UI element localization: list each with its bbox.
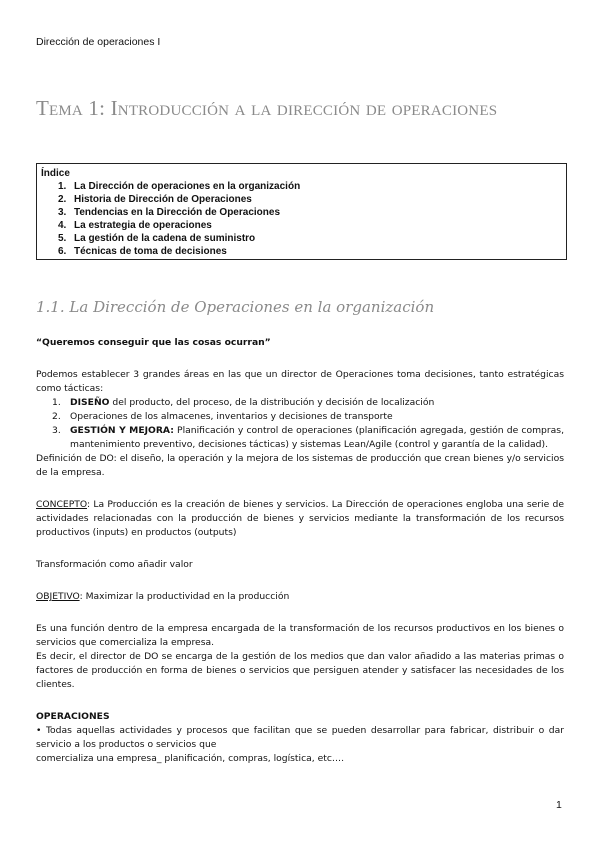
index-item-number: 4. xyxy=(58,220,67,231)
concepto-label: CONCEPTO xyxy=(36,499,87,510)
index-item-label: Historia de Dirección de Operaciones xyxy=(74,194,252,205)
index-item-number: 3. xyxy=(58,207,67,218)
list-item xyxy=(52,396,564,410)
section-title: 1.1. La Dirección de Operaciones en la organización xyxy=(36,298,435,316)
quote: “Queremos conseguir que las cosas ocurran” xyxy=(36,337,271,348)
operaciones-bullet: • Todas aquellas actividades y procesos que facilitan que se pueden desarrollar para fabricar, distribuir o dar servicio a los productos o servicios que xyxy=(36,725,564,750)
index-item xyxy=(58,219,562,232)
list-item-label: DISEÑO xyxy=(70,397,110,408)
list-item-number: 3. xyxy=(52,425,61,436)
index-item-number: 1. xyxy=(58,181,67,192)
objetivo-label: OBJETIVO xyxy=(36,591,80,602)
page-header: Dirección de operaciones I xyxy=(36,36,161,48)
transformation-paragraph: Transformación como añadir valor xyxy=(36,559,193,570)
index-item-label: Técnicas de toma de decisiones xyxy=(74,246,227,257)
list-item-number: 1. xyxy=(52,397,61,408)
index-heading: Índice xyxy=(41,168,70,179)
list-item xyxy=(52,424,564,452)
definition-paragraph: Definición de DO: el diseño, la operación y la mejora de los sistemas de producción que crean bienes y/o servicios de la empresa. xyxy=(36,453,564,478)
index-list xyxy=(58,180,562,258)
es-decir-paragraph: Es decir, el director de DO se encarga de la gestión de los medios que dan valor añadido a las materias primas o factores de producción en forma de bienes o servicios que persiguen atender y satisfacer las necesidades de los clientes. xyxy=(36,651,564,690)
index-item xyxy=(58,180,562,193)
page-number: 1 xyxy=(556,799,562,811)
index-item-label: La gestión de la cadena de suministro xyxy=(74,233,256,244)
concepto-paragraph xyxy=(36,498,564,540)
index-item-number: 6. xyxy=(58,246,67,257)
index-box xyxy=(36,163,567,260)
index-item-label: La estrategia de operaciones xyxy=(74,220,212,231)
list-item-label: GESTIÓN Y MEJORA: xyxy=(70,425,174,436)
index-item xyxy=(58,193,562,206)
index-item-number: 2. xyxy=(58,194,67,205)
document-title: Tema 1: Introducción a la dirección de operaciones xyxy=(36,96,498,120)
list-item xyxy=(52,410,564,424)
list-item-text: Planificación y control de operaciones (planificación agregada, gestión de compras, mantenimiento preventivo, decisiones tácticas) y sistemas Lean/Agile (control y garantía de la calidad). xyxy=(70,425,564,450)
areas-list xyxy=(52,396,564,452)
intro-paragraph: Podemos establecer 3 grandes áreas en las que un director de Operaciones toma decisiones, tanto estratégicas como tácticas: xyxy=(36,369,564,394)
index-item-label: La Dirección de operaciones en la organización xyxy=(74,181,301,192)
list-item-text: Operaciones de los almacenes, inventarios y decisiones de transporte xyxy=(70,411,393,422)
operaciones-heading: OPERACIONES xyxy=(36,711,110,722)
operaciones-continuation: comercializa una empresa_ planificación, compras, logística, etc…. xyxy=(36,753,345,764)
list-item-number: 2. xyxy=(52,411,61,422)
list-item-text: del producto, del proceso, de la distribución y decisión de localización xyxy=(109,397,435,408)
index-item xyxy=(58,232,562,245)
concepto-text: : La Producción es la creación de bienes y servicios. La Dirección de operaciones engloba una serie de actividades relacionadas con la producción de bienes y servicios mediante la transformación de los recursos productivos (inputs) en productos (outputs) xyxy=(36,499,564,538)
index-item xyxy=(58,206,562,219)
section-content xyxy=(36,336,564,766)
objetivo-text: : Maximizar la productividad en la producción xyxy=(79,591,290,602)
index-item xyxy=(58,245,562,258)
index-item-number: 5. xyxy=(58,233,67,244)
function-paragraph: Es una función dentro de la empresa encargada de la transformación de los recursos productivos en los bienes o servicios que comercializa la empresa. xyxy=(36,623,564,648)
index-item-label: Tendencias en la Dirección de Operaciones xyxy=(74,207,281,218)
objetivo-paragraph xyxy=(36,590,564,604)
